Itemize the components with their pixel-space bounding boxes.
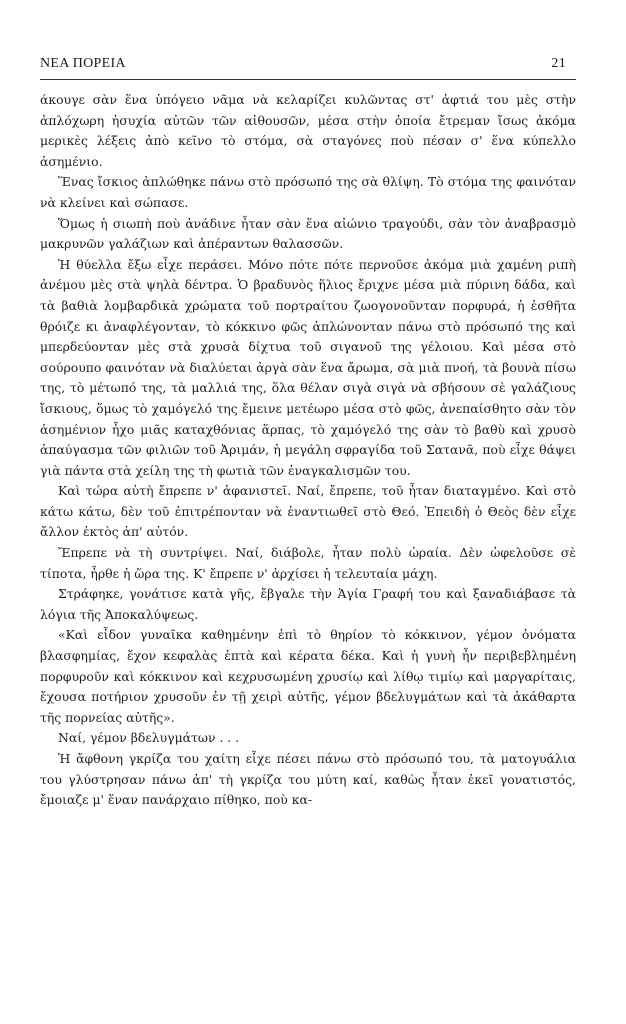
header-rule — [40, 79, 576, 80]
paragraph: Ἔπρεπε νὰ τὴ συντρίψει. Ναί, διάβολε, ἦταν πολὺ ὡραία. Δὲν ὠφελοῦσε σὲ τίποτα, ἦρθε ἡ ὥρα της. Κ' ἔπρεπε ν' ἀρχίσει ἡ τελευταία μάχη. — [40, 545, 576, 581]
paragraph: Ναί, γέμον βδελυγμάτων . . . — [58, 730, 240, 746]
paragraph: άκουγε σὰν ἕνα ὑπόγειο νᾶμα νὰ κελαρίζει κυλῶντας στ' ἀφτιά του μὲς στὴν ἀπλόχωρη ἡσυχία αὐτῶν τῶν αἰθουσῶν, μέσα στὴν ὁποία ἔτρεμαν ἴσως ἀκόμα μερικὲς λέξεις ἀπὸ κεῖνο τὸ στόμα, σὰ σταγόνες ποὺ πέσαν σ' ἕνα κύπελλο ἀσημένιο. — [40, 92, 576, 169]
body-text — [40, 90, 576, 811]
book-page — [40, 56, 576, 996]
paragraph: Ὅμως ἡ σιωπὴ ποὺ ἀνάδινε ἦταν σὰν ἕνα αἰώνιο τραγούδι, σὰν τὸν ἀναβρασμὸ μακρυνῶν γαλάζιων καὶ ἀπέραντων θαλασσῶν. — [40, 215, 576, 252]
running-head — [40, 56, 576, 72]
paragraph: Ἕνας ἴσκιος ἁπλώθηκε πάνω στὸ πρόσωπό της σὰ θλίψη. Τὸ στόμα της φαινόταν νὰ κλείνει καὶ σώπασε. — [40, 174, 576, 210]
paragraph: Καὶ τώρα αὐτὴ ἔπρεπε ν' ἀφανιστεῖ. Ναί, ἔπρεπε, τοῦ ἦταν διαταγμένο. Καὶ στὸ κάτω κάτω, δὲν τοῦ ἐπιτρέπονταν νὰ ἐναντιωθεῖ στὸ Θεό. Ἐπειδὴ ὁ Θεὸς δὲν εἶχε ἄλλον ἐκτὸς ἀπ' αὐτόν. — [40, 483, 576, 540]
paragraph: Ἡ θύελλα ἔξω εἶχε περάσει. Μόνο πότε πότε περνοῦσε ἀκόμα μιὰ χαμένη ριπὴ ἀνέμου μὲς στὰ ψηλὰ δέντρα. Ὁ βραδυνὸς ἥλιος ἔριχνε μέσα μιὰ πύρινη δάδα, καὶ τὰ βαθιὰ λομβαρδικὰ χρώματα τοῦ πορτραίτου ζωογονοῦνταν πορφυρά, ἡ ἐσθῆτα θρόιζε κι ἀναφλέγονταν, τὸ κόκκινο φῶς ἁπλώνονταν πάνω στὸ πρόσωπό της καὶ μπερδεύονταν μὲς στὰ χρυσὰ δίχτυα τοῦ σιγανοῦ της γέλοιου. Καὶ μέσα στὸ σούρουπο φαινόταν νὰ διαλύεται ἀργὰ σὰν ἕνα ἄρωμα, σὰ μιὰ πνοή, τὰ βουνὰ πίσω της, τὸ μέτωπό της, τὰ μαλλιά της, ὅλα θέλαν σιγὰ σιγὰ νὰ σβήσουν σὲ γαλάζιους ἴσκιους, ὅμως τὸ χαμόγελό της ἔμεινε μετέωρο μέσα στὸ φῶς, ἀνεπαίσθητο σὰν τὸν ἀσημένιον ἦχο μιᾶς καταχθόνιας ἅρπας, τὸ χαμόγελό της σὰν τὸ βαθὺ καὶ χρυσὸ ἀπαύγασμα τῶν φιλιῶν τοῦ Ἀριμάν, ἡ μεγάλη σφραγίδα τοῦ Σατανᾶ, ποὺ εἶχε θάψει γιὰ πάντα στὰ χείλη της τὴ φωτιὰ τῶν ἐναγκαλισμῶν του. — [40, 256, 576, 478]
running-title: ΝΕΑ ΠΟΡΕΙΑ — [40, 56, 126, 71]
quotation-paragraph: «Καὶ εἶδον γυναῖκα καθημένην ἐπὶ τὸ θηρίον τὸ κόκκινον, γέμον ὀνόματα βλασφημίας, ἔχον κεφαλὰς ἑπτὰ καὶ κέρατα δέκα. Καὶ ἡ γυνὴ ἦν περιβεβλημένη πορφυροῦν καὶ κόκκινον καὶ κεχρυσωμένη χρυσίῳ καὶ λίθῳ τιμίῳ καὶ μαργαρίταις, ἔχουσα ποτήριον χρυσοῦν ἐν τῇ χειρὶ αὐτῆς, γέμον βδελυγμάτων καὶ τὰ ἀκάθαρτα τῆς πορνείας αὐτῆς». — [40, 627, 576, 725]
paragraph: Στράφηκε, γονάτισε κατὰ γῆς, ἔβγαλε τὴν Ἁγία Γραφή του καὶ ξαναδιάβασε τὰ λόγια τῆς Ἀποκαλύψεως. — [40, 586, 576, 622]
page-number: 21 — [551, 56, 566, 71]
paragraph: Ἡ ἄφθονη γκρίζα του χαίτη εἶχε πέσει πάνω στὸ πρόσωπό του, τὰ ματογυάλια του γλύστρησαν πάνω ἀπ' τὴ γκρίζα του μύτη καί, καθὼς ἦταν ἐκεῖ γονατιστός, ἔμοιαζε μ' ἕναν πανάρχαιο πίθηκο, ποὺ κα- — [40, 751, 576, 808]
